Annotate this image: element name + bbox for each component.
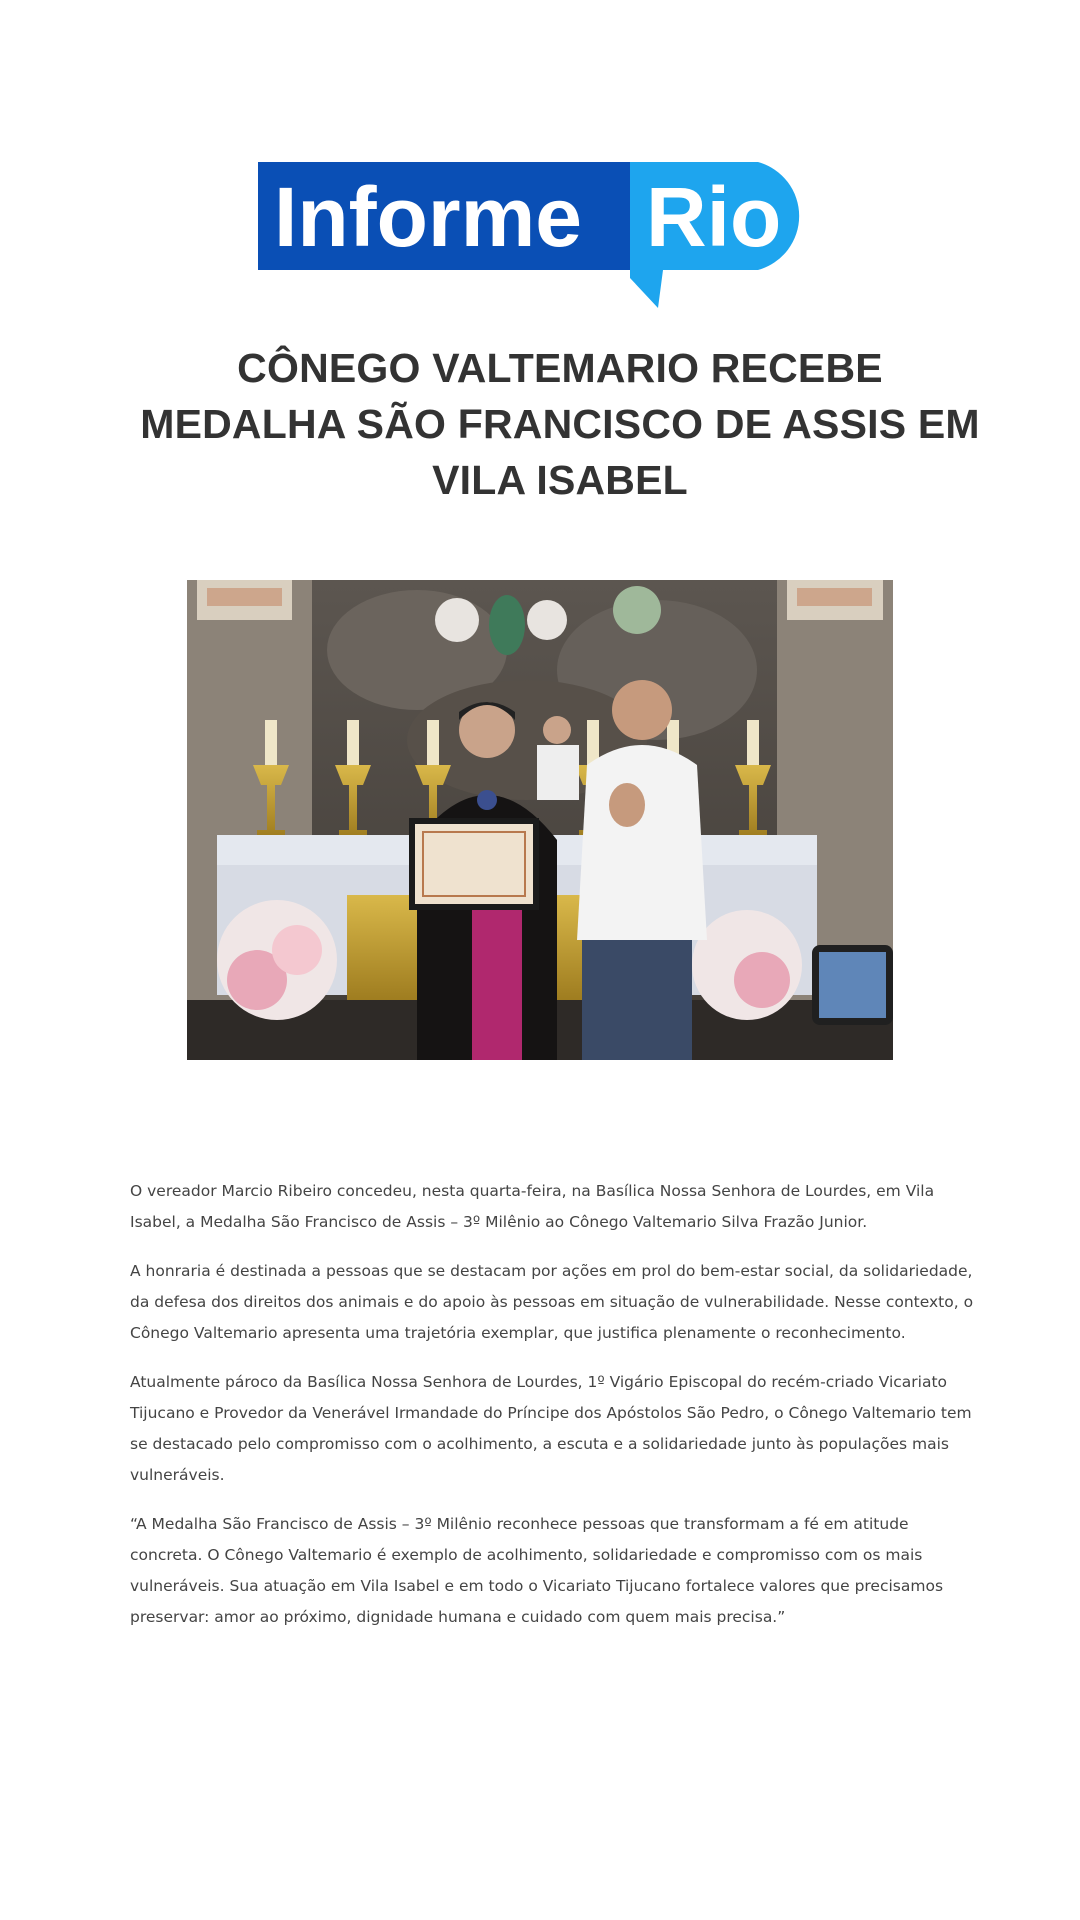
article-paragraph: Atualmente pároco da Basílica Nossa Senhora de Lourdes, 1º Vigário Episcopal do recém-criado Vicariato Tijucano e Provedor da Venerável Irmandade do Príncipe dos Apóstolos São Pedro, o Cônego Valtemario tem se destacado pelo compromisso com o acolhimento, a escuta e a solidariedade junto às populações mais vulneráveis. bbox=[130, 1373, 972, 1484]
informe-rio-logo bbox=[258, 160, 818, 310]
article-paragraph: A honraria é destinada a pessoas que se destacam por ações em prol do bem-estar social, da solidariedade, da defesa dos direitos dos animais e do apoio às pessoas em situação de vulnerabilidade. Nesse contexto, o Cônego Valtemario apresenta uma trajetória exemplar, que justifica plenamente o reconhecimento. bbox=[130, 1262, 974, 1342]
article-paragraph: O vereador Marcio Ribeiro concedeu, nesta quarta-feira, na Basílica Nossa Senhora de Lourdes, em Vila Isabel, a Medalha São Francisco de Assis – 3º Milênio ao Cônego Valtemario Silva Frazão Junior. bbox=[130, 1182, 935, 1231]
logo-text-informe: Informe bbox=[274, 170, 583, 264]
logo-text-rio: Rio bbox=[646, 170, 782, 264]
article-body bbox=[130, 1176, 982, 1651]
article-paragraph: “A Medalha São Francisco de Assis – 3º Milênio reconhece pessoas que transformam a fé em atitude concreta. O Cônego Valtemario é exemplo de acolhimento, solidariedade e compromisso com os mais vulneráveis. Sua atuação em Vila Isabel e em todo o Vicariato Tijucano fortalece valores que precisamos preservar: amor ao próximo, dignidade humana e cuidado com quem mais precisa.” bbox=[130, 1515, 944, 1626]
article-headline: CÔNEGO VALTEMARIO RECEBE MEDALHA SÃO FRANCISCO DE ASSIS EM VILA ISABEL bbox=[140, 345, 980, 503]
article-photo bbox=[187, 580, 893, 1060]
